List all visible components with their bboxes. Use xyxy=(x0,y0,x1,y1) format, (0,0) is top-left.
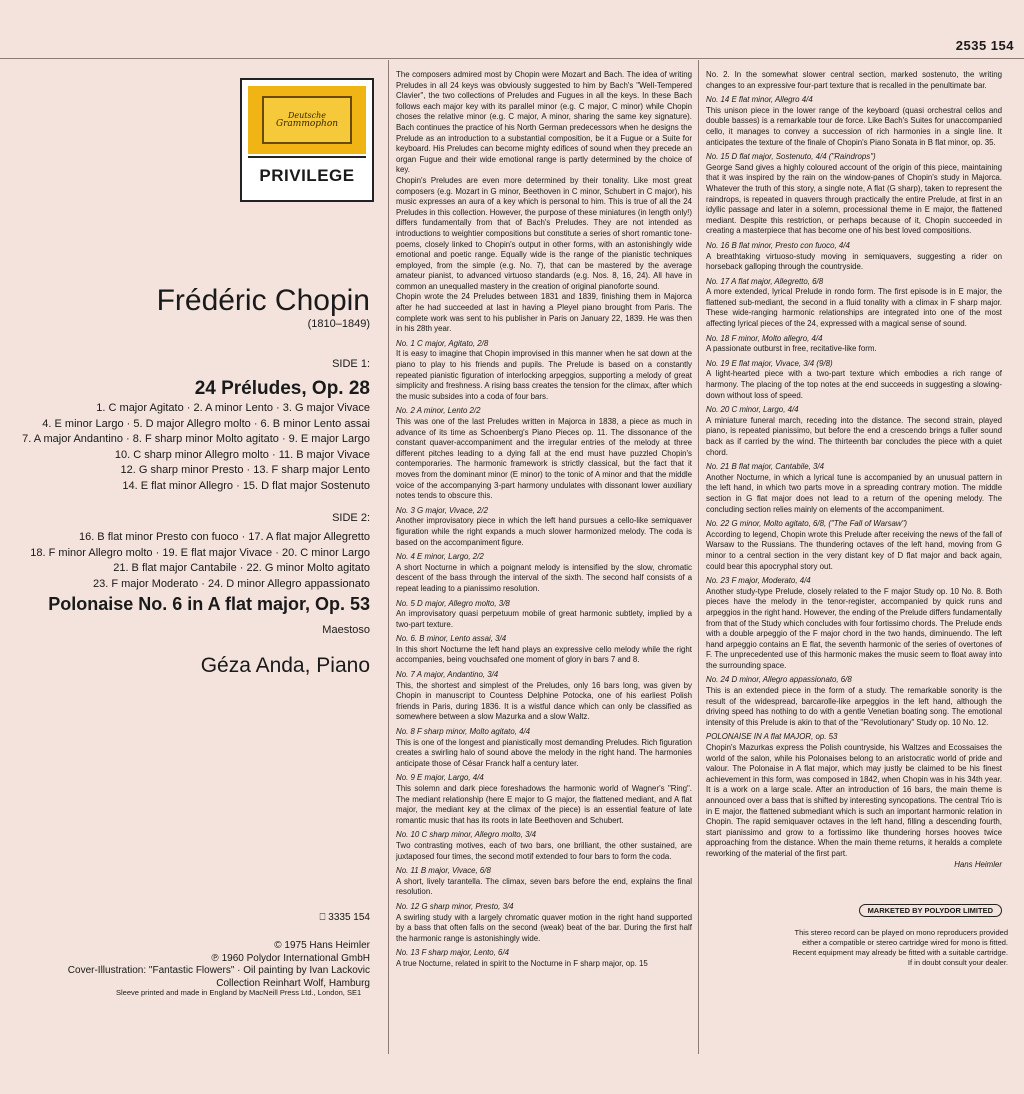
note-paragraph: This is one of the longest and pianistically most demanding Preludes. Rich figuration creates a swirling halo of sound above the melody in the right hand. The harmonies anticipate those of César Franck half a century later. xyxy=(396,737,692,768)
note-heading: No. 14 E flat minor, Allegro 4/4 xyxy=(706,95,813,105)
column-divider-2 xyxy=(698,60,699,1054)
note-heading: No. 9 E major, Largo, 4/4 xyxy=(396,773,484,783)
side2-track-list xyxy=(30,530,370,592)
top-rule xyxy=(0,58,1024,59)
note-heading: No. 8 F sharp minor, Molto agitato, 4/4 xyxy=(396,727,531,737)
left-column xyxy=(0,60,386,1060)
privilege-series: PRIVILEGE xyxy=(248,156,366,194)
side2-label: SIDE 2: xyxy=(332,512,370,524)
composer-dates: (1810–1849) xyxy=(307,318,370,330)
credit-line: Cover-Illustration: "Fantastic Flowers" · Oil painting by Ivan Lackovic xyxy=(67,965,370,976)
work-title-preludes: 24 Préludes, Op. 28 xyxy=(194,378,370,399)
marketed-by-badge: MARKETED BY POLYDOR LIMITED xyxy=(859,904,1002,917)
note-heading: No. 2 A minor, Lento 2/2 xyxy=(396,406,481,416)
cassette-number xyxy=(320,912,371,925)
note-heading: No. 20 C minor, Largo, 4/4 xyxy=(706,405,799,415)
note-heading: No. 10 C sharp minor, Allegro molto, 3/4 xyxy=(396,830,537,840)
note-heading: No. 21 B flat major, Cantabile, 3/4 xyxy=(706,462,824,472)
credit-line: Collection Reinhart Wolf, Hamburg xyxy=(216,977,370,989)
note-paragraph: An improvisatory quasi perpetuum mobile of great harmonic subtlety, implied by a two-part texture. xyxy=(396,609,692,629)
note-heading: No. 17 A flat major, Allegretto, 6/8 xyxy=(706,276,824,286)
note-paragraph: Chopin wrote the 24 Preludes between 1831 and 1839, finishing them in Majorca after he had succeeded at last in having a Pleyel piano brought from Paris. The complete work was sent to his publisher in Paris on January 22, 1839. He was then in his 28th year. xyxy=(396,292,692,334)
note-paragraph: A passionate outburst in free, recitative-like form. xyxy=(706,344,877,354)
track-line: 4. E minor Largo · 5. D major Allegro molto · 6. B minor Lento assai xyxy=(42,417,370,430)
note-paragraph: Two contrasting motives, each of two bars, one brilliant, the other sustained, are juxtaposed four times, the second motif extended to four bars to form the coda. xyxy=(396,840,692,861)
note-heading: No. 22 G minor, Molto agitato, 6/8, ("The Fall of Warsaw") xyxy=(706,519,908,529)
note-paragraph: Another study-type Prelude, closely related to the F major Study op. 10 No. 8. Both pieces have the melody in the tenor-register, accompanied by quick runs and arpeggios in the right hand. However, the ending of the Prelude differs fundamentally from that of the Study which concludes with four fortissimo chords. The Prelude ends with a double arpeggio of the F major chord in the two hands, diminuendo. The left hand arpeggio contains an E flat, the seventh harmonic of the series of overtones of F. The unprecedented use of this harmonic makes the music seem to float away into the surrounding space. xyxy=(706,586,1002,670)
track-line: 14. E flat minor Allegro · 15. D flat major Sostenuto xyxy=(122,479,370,492)
printer-note: Sleeve printed and made in England by MacNeill Press Ltd., London, SE1 xyxy=(116,988,362,997)
side1-track-list xyxy=(22,401,370,494)
dg-yellow-label xyxy=(248,86,366,154)
note-paragraph: Another improvisatory piece in which the left hand pursues a cello-like semiquaver figuration while the right expands a much slower harmonized melody. The coda is based on the accompaniment figure. xyxy=(396,516,692,547)
track-line: 21. B flat major Cantabile · 22. G minor Molto agitato xyxy=(113,562,370,574)
credit-line: ℗ 1960 Polydor International GmbH xyxy=(211,952,370,964)
note-heading: No. 5 D major, Allegro molto, 3/8 xyxy=(396,598,510,608)
note-paragraph: A miniature funeral march, receding into the distance. The second strain, played piano, is repeated pianissimo, but before the end a crescendo brings a fuller sound back as if carried by the wind. The thirteenth bar concludes the piece with a quiet chord. xyxy=(706,415,1002,457)
polonaise-tempo: Maestoso xyxy=(322,624,370,636)
track-line: 18. F minor Allegro molto · 19. E flat major Vivace · 20. C minor Largo xyxy=(30,546,370,559)
note-heading: No. 19 E flat major, Vivace, 3/4 (9/8) xyxy=(706,358,833,368)
work-title-polonaise: Polonaise No. 6 in A flat major, Op. 53 xyxy=(48,594,370,614)
stereo-note-line: If in doubt consult your dealer. xyxy=(907,958,1008,967)
note-paragraph: According to legend, Chopin wrote this Prelude after receiving the news of the fall of Warsaw to the Russians. The thundering octaves of the left hand, moving from G minor to a central section in the very distant key of D flat major and back again, could bear this apocryphal story out. xyxy=(706,529,1002,571)
composer-name: Frédéric Chopin xyxy=(156,284,370,317)
note-heading: No. 1 C major, Agitato, 2/8 xyxy=(396,338,489,348)
note-paragraph: This is an extended piece in the form of a study. The remarkable sonority is the result of the widespread, barcarolle-like arpeggios in the left hand, although the driving speed has nothing to do with a gentle Venetian boating song. The emotional intensity of this Prelude is akin to that of the "Revolutionary" Study op. 10 No. 12. xyxy=(706,686,1002,727)
stereo-note-line: Recent equipment may already be fitted with a suitable cartridge. xyxy=(792,948,1008,957)
note-heading: No. 23 F major, Moderato, 4/4 xyxy=(706,576,811,586)
liner-notes-column-middle xyxy=(396,70,692,970)
note-heading: No. 13 F sharp major, Lento, 6/4 xyxy=(396,948,510,958)
note-heading: No. 6. B minor, Lento assai, 3/4 xyxy=(396,634,507,644)
dg-privilege-logo xyxy=(240,78,374,202)
note-heading: No. 3 G major, Vivace, 2/2 xyxy=(396,505,488,515)
credits-block xyxy=(68,940,370,990)
stereo-note-line: either a compatible or stereo cartridge wired for mono is fitted. xyxy=(802,938,1008,947)
dg-cartouche xyxy=(262,96,352,144)
logo-line1: Deutsche xyxy=(288,111,326,120)
note-paragraph: A short Nocturne in which a poignant melody is intensified by the slow, chromatic descent of the bass through the interval of the sixth. The second half consists of a repeat leading to a pianissimo resolution. xyxy=(396,562,692,593)
note-heading: No. 7 A major, Andantino, 3/4 xyxy=(396,670,499,680)
track-line: 23. F major Moderato · 24. D minor Allegro appassionato xyxy=(93,577,370,590)
credit-line: © 1975 Hans Heimler xyxy=(274,940,370,951)
note-paragraph: This, the shortest and simplest of the Preludes, only 16 bars long, was given by Chopin in manuscript to Countess Delphine Potocka, one of his earliest Polish friends in Paris, during 1836. It is a wistful dance which can only be classified as somewhere between a slow Mazurka and a slow Waltz. xyxy=(396,680,692,722)
note-heading: No. 15 D flat major, Sostenuto, 4/4 ("Raindrops") xyxy=(706,152,876,162)
logo-line2: Grammophon xyxy=(275,119,339,129)
note-paragraph: A more extended, lyrical Prelude in rondo form. The first episode is in E major, the flattened sub-mediant, the second in a fluid tonality with a climax in F sharp major. These wide-ranging harmonic relationships are integrated into one of the most affecting lyrical pieces of the 24, expressed with a magical sense of sound. xyxy=(706,287,1002,329)
note-paragraph: A true Nocturne, related in spirit to the Nocturne in F sharp major, op. 15 xyxy=(396,958,648,968)
track-line: 10. C sharp minor Allegro molto · 11. B major Vivace xyxy=(114,448,370,461)
note-paragraph: In this short Nocturne the left hand plays an expressive cello melody while the right accompanies, being vouchsafed one moment of glory in bars 7 and 8. xyxy=(396,644,692,665)
cassette-number-text: 3335 154 xyxy=(328,912,370,923)
note-paragraph: The composers admired most by Chopin were Mozart and Bach. The idea of writing Preludes in all 24 keys was obviously suggested to him by Bach's "Well-Tempered Clavier", the two collections of Preludes and Fugues in all the keys. In these Bach follows each major key with its parallel minor (e.g. C major, C minor) while Chopin choses the relative minor (e.g. C major, A minor, sharing the same key signature). Bach continues the practice of his North German predecessors when he designs the Prelude as an introduction to a substantial composition, be it a Fugue or a Suite for keyboard. His Preludes can become mighty edifices of sound when they precede an organ Fugue and their wide emotional range is partly determined by the choice of key. xyxy=(396,70,692,175)
note-heading: No. 24 D minor, Allegro appassionato, 6/8 xyxy=(706,675,852,685)
note-paragraph: Chopin's Mazurkas express the Polish countryside, his Waltzes and Ecossaises the world of the salon, while his Polonaises belong to an aristocratic world of pride and valour. The Polonaise in A flat major, which may justly be claimed to be his finest achievement in this form, was composed in 1842, when Chopin was in his 34th year. It is a work on a large scale. After an introduction of 16 bars, the main theme is announced over a bass that is shifted by interesting syncopations. The central Trio is in E major, the flattened submediant which is such an important harmonic relation in Chopin. The rapid semiquaver octaves in the left hand, filling a descending fourth, start pianissimo and grow to a fortissimo like thundering horses hooves twice approaching from the distance. When the main theme returns, it heralds a complete reworking of the material of the first part. xyxy=(706,743,1002,858)
cassette-icon: ⎕ xyxy=(319,912,329,923)
side1-label: SIDE 1: xyxy=(332,358,370,370)
track-line: 16. B flat minor Presto con fuoco · 17. A flat major Allegretto xyxy=(78,531,370,543)
note-paragraph: A short, lively tarantella. The climax, seven bars before the end, explains the final resolution. xyxy=(396,876,692,897)
note-heading: No. 16 B flat minor, Presto con fuoco, 4/4 xyxy=(706,240,850,250)
note-paragraph: It is easy to imagine that Chopin improvised in this manner when he sat down at the piano to play to his friends and pupils. The Prelude is based on a constantly repeated pianistic figuration of interlocking arpeggios, supporting a melody of great simplicity and freshness. A rising bass creates the tension for the climax, after which the music subsides into a coda of four bars. xyxy=(396,349,692,401)
track-line: 12. G sharp minor Presto · 13. F sharp major Lento xyxy=(120,464,370,476)
note-paragraph: A breathtaking virtuoso-study moving in semiquavers, suggesting a rider on horseback galloping through the countryside. xyxy=(706,251,1002,272)
track-line: 7. A major Andantino · 8. F sharp minor Molto agitato · 9. E major Largo xyxy=(22,433,370,445)
note-heading: No. 18 F minor, Molto allegro, 4/4 xyxy=(706,333,823,343)
note-paragraph: No. 2. In the somewhat slower central section, marked sostenuto, the writing changes to an expressive four-part texture that is recalled in the penultimate bar. xyxy=(706,70,1002,90)
note-heading: No. 4 E minor, Largo, 2/2 xyxy=(396,552,484,562)
note-paragraph: This solemn and dark piece foreshadows the harmonic world of Wagner's "Ring". The mediant relationship (here E major to G major, the flattened mediant, and A flat major, the mediant key at the climax of the piece) is an essential feature of late romantic music that has its roots in late Beethoven and Schubert. xyxy=(396,784,692,825)
note-paragraph: George Sand gives a highly coloured account of the origin of this piece, maintaining that it was inspired by the rain on the window-panes of Chopin's study in Majorca. Whatever the truth of this story, a single note, A flat (G sharp), taken to represent the raindrops, is repeated in quavers through practically the entire Prelude, at first in an idyllic passage and later in a solemn, processional theme in E major, the flattened mediant. Despite this restriction, or perhaps because of it, Chopin succeeded in creating a masterpiece that has become one of his best loved compositions. xyxy=(706,162,1002,236)
note-heading: No. 12 G sharp minor, Presto, 3/4 xyxy=(396,901,514,911)
note-paragraph: A swirling study with a largely chromatic quaver motion in the right hand supported by a bass that often falls on the second (weak) beat of the bar. During the first half the harmonic range is astonishingly wide. xyxy=(396,912,692,943)
performer: Géza Anda, Piano xyxy=(200,654,370,677)
liner-notes-column-right xyxy=(706,70,1002,870)
track-line: 1. C major Agitato · 2. A minor Lento · 3. G major Vivace xyxy=(96,402,370,414)
note-heading: POLONAISE IN A flat MAJOR, op. 53 xyxy=(706,732,838,742)
stereo-note-line: This stereo record can be played on mono reproducers provided xyxy=(794,928,1008,937)
note-paragraph: A light-hearted piece with a two-part texture which embodies a rich range of harmony. The placing of the top notes at the end succeeds in suggesting a slowing-down without loss of speed. xyxy=(706,369,1002,400)
note-paragraph: Chopin's Preludes are even more determined by their tonality. Like most great composers (e.g. Mozart in G minor, Beethoven in C minor, Schubert in C major), his music expresses an aura of a key which is personal to him. This is true of all the 24 Preludes in this collection. However, the purpose of these miniatures (in length only!) differs fundamentally from that of Bach's Preludes. They are not intended as introductions to weightier compositions but constitute a series of short romantic tone-poems, closely linked to Chopin's output in other forms, with an astonishingly wide emotional and poetic range. Equally wide is the range of the pianistic techniques employed, from the simple (e.g. No. 7), that can be mastered by the average amateur pianist, to advanced virtuoso standards (e.g. Nos. 8, 16, 24). All have in common an unequalled mastery in the creation of original pianoforte sound. xyxy=(396,175,692,291)
note-paragraph: This was one of the last Preludes written in Majorca in 1838, a piece as much in advance of its time as Schoenberg's Piano Pieces op. 11. The dissonance of the constant quaver-accompaniment and the irregular entries of the melody at three different pitches leading to a dying fall at the end must have puzzled Chopin's contemporaries. The harmonic framework is strictly classical, but the fact that it moves from the dominant minor (E minor) to the tonic of A minor and that the middle voice of the accompanying 3-part harmony undulates with dissonant lower auxiliary notes tends to obscure this. xyxy=(396,417,692,501)
note-paragraph: This unison piece in the lower range of the keyboard (quasi orchestral cellos and double basses) is a remarkable tour de force. Like Bach's Suites for unaccompanied cello, it manages to convey a succession of rich harmonies in a single line. It anticipates the texture of the finale of Chopin's Piano Sonata in B flat minor, op. 35. xyxy=(706,105,1002,147)
author-signature: Hans Heimler xyxy=(954,859,1002,869)
note-heading: No. 11 B major, Vivace, 6/8 xyxy=(396,866,491,876)
note-paragraph: Another Nocturne, in which a lyrical tune is accompanied by an unusual pattern in the left hand, in which two parts move in a spreading contrary motion. The middle section in G flat major does not lead to a return of the opening melody. The concluding section relies mainly on elements of the accompaniment. xyxy=(706,472,1002,514)
catalog-number: 2535 154 xyxy=(955,38,1014,53)
stereo-note xyxy=(792,928,1008,968)
column-divider-1 xyxy=(388,60,389,1054)
